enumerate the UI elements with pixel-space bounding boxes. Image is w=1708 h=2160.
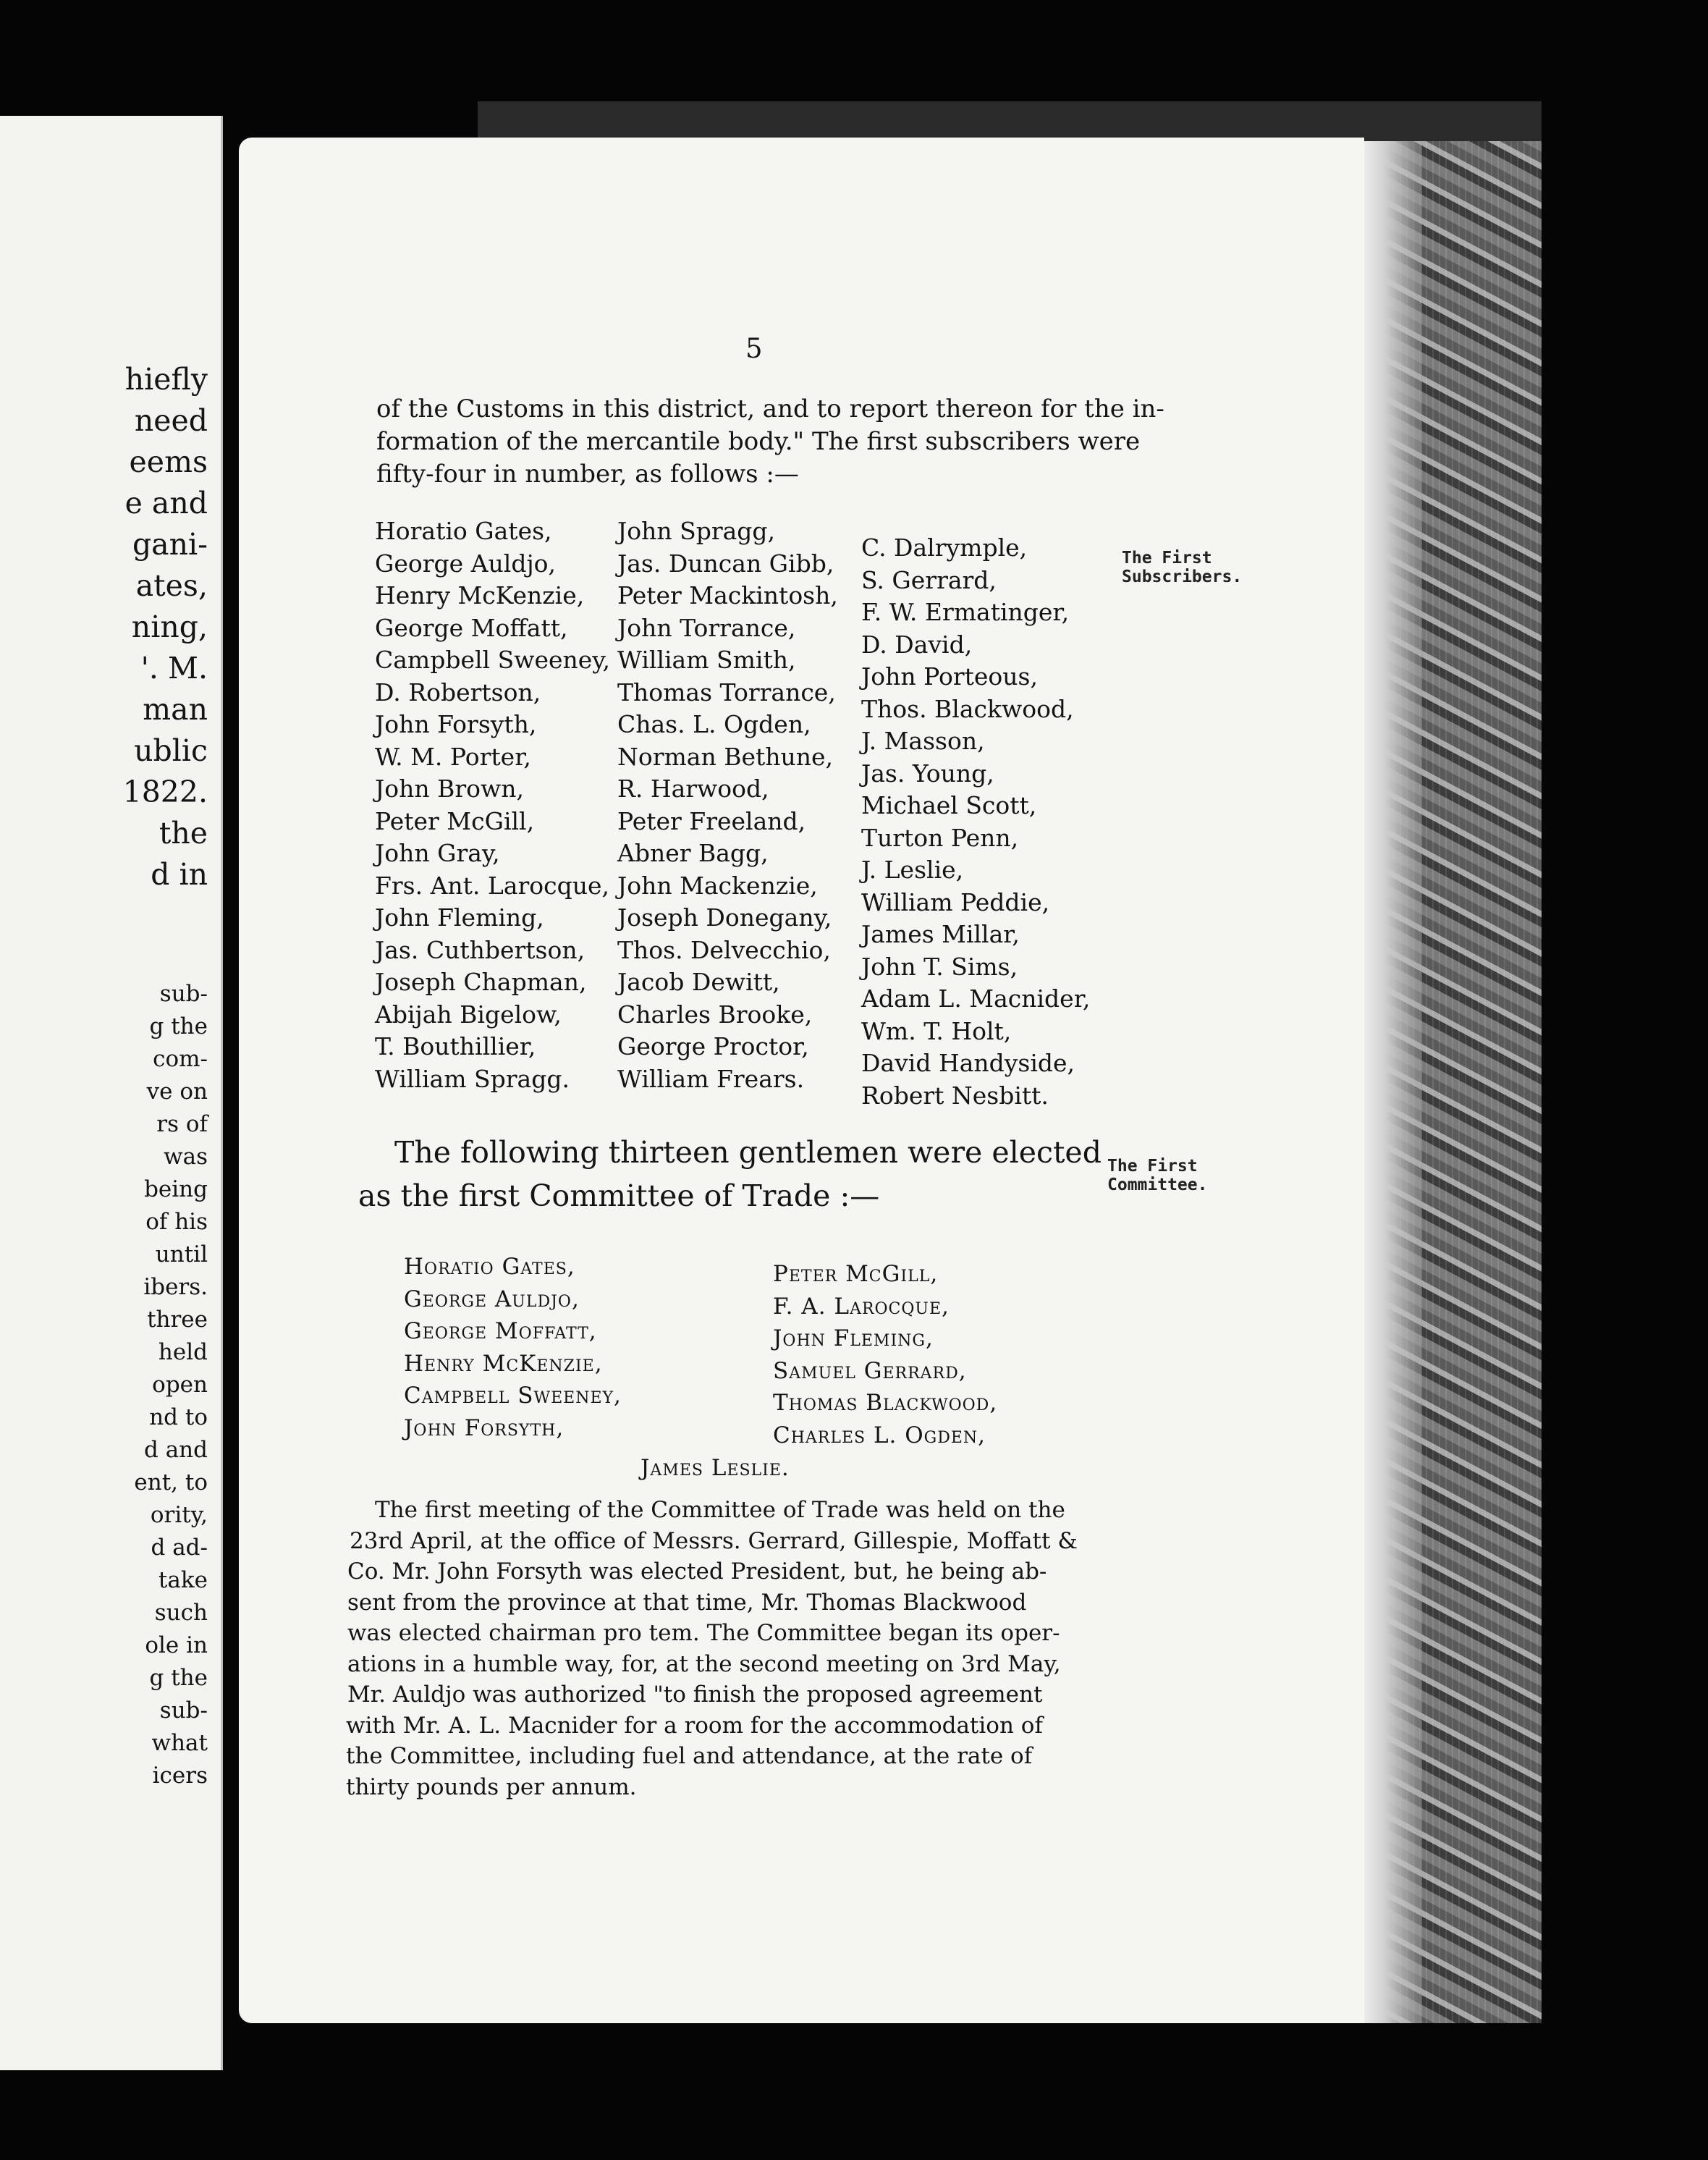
left-page-line: ibers. — [143, 1274, 208, 1300]
committee-column-2 — [773, 1258, 997, 1451]
left-page-line: sub- — [159, 1697, 208, 1724]
left-page-line: until — [155, 1241, 208, 1267]
left-page-line: g the — [149, 1665, 208, 1691]
left-page-line: ole in — [145, 1632, 208, 1658]
subscriber-name: Peter McGill, — [375, 806, 535, 835]
subscriber-name: Frs. Ant. Larocque, — [375, 871, 610, 900]
subscriber-name: William Smith, — [617, 646, 796, 674]
left-page-line: man — [143, 692, 208, 727]
committee-member: Charles L. Ogden, — [773, 1422, 986, 1448]
subscriber-name: William Spragg. — [375, 1064, 570, 1093]
committee-member: Samuel Gerrard, — [773, 1357, 967, 1384]
paragraph-line: with Mr. A. L. Macnider for a room for the accommodation of — [346, 1712, 1043, 1739]
subscriber-name: J. Masson, — [861, 727, 985, 755]
subscriber-name: Henry McKenzie, — [375, 581, 585, 609]
subscriber-name: Peter Freeland, — [617, 806, 806, 835]
subscriber-name: Thomas Torrance, — [617, 678, 836, 706]
intro-line: formation of the mercantile body." The first subscribers were — [376, 427, 1141, 456]
subscriber-name: John Porteous, — [861, 662, 1038, 691]
subscribers-column-1 — [375, 515, 610, 1095]
left-page-line: 1822. — [122, 775, 208, 809]
subscriber-name: Abner Bagg, — [617, 839, 769, 867]
subscriber-name: George Moffatt, — [375, 613, 568, 642]
committee-column-1 — [404, 1251, 622, 1444]
left-page-line: gani- — [132, 527, 208, 562]
subscriber-name: Abijah Bigelow, — [375, 1000, 562, 1029]
left-page-line: three — [147, 1307, 208, 1333]
subscriber-name: James Millar, — [861, 920, 1020, 948]
margin-note-subscribers: The First Subscribers. — [1122, 549, 1243, 586]
left-page-fragment — [0, 116, 223, 2070]
paragraph-line: the Committee, including fuel and attendance, at the rate of — [346, 1743, 1033, 1769]
committee-member: John Fleming, — [773, 1325, 934, 1351]
committee-member: Horatio Gates, — [404, 1254, 575, 1280]
paragraph-line: was elected chairman pro tem. The Committee began its oper- — [347, 1620, 1060, 1646]
subscriber-name: F. W. Ermatinger, — [861, 598, 1070, 626]
left-page-line: '. M. — [140, 651, 208, 685]
subscriber-name: William Frears. — [617, 1064, 805, 1093]
committee-heading-line: as the first Committee of Trade :— — [358, 1178, 880, 1213]
subscriber-name: W. M. Porter, — [375, 742, 531, 771]
left-page-line: hiefly — [124, 362, 208, 397]
committee-member: F. A. Larocque, — [773, 1293, 950, 1320]
left-page-line: rs of — [156, 1111, 208, 1137]
page-number: 5 — [745, 333, 763, 364]
subscribers-column-2 — [617, 515, 838, 1095]
subscriber-name: George Proctor, — [617, 1032, 809, 1060]
subscriber-name: William Peddie, — [861, 887, 1050, 916]
subscriber-name: Robert Nesbitt. — [861, 1081, 1049, 1110]
subscriber-name: D. David, — [861, 630, 973, 659]
paragraph-line: ations in a humble way, for, at the second meeting on 3rd May, — [347, 1650, 1061, 1677]
committee-member: Thomas Blackwood, — [773, 1390, 998, 1416]
subscriber-name: George Auldjo, — [375, 549, 557, 578]
subscriber-name: John Spragg, — [617, 517, 776, 545]
subscriber-name: Thos. Delvecchio, — [617, 935, 831, 964]
left-page-line: d ad- — [151, 1535, 208, 1561]
committee-member: Henry McKenzie, — [404, 1350, 603, 1377]
left-page-line: ates, — [135, 568, 208, 603]
committee-member: Peter McGill, — [773, 1261, 939, 1287]
subscriber-name: Joseph Chapman, — [375, 968, 587, 996]
left-page-line: com- — [153, 1046, 208, 1072]
subscriber-name: C. Dalrymple, — [861, 533, 1028, 562]
committee-final-member: James Leslie. — [640, 1455, 790, 1481]
intro-line: of the Customs in this district, and to report thereon for the in- — [376, 395, 1164, 423]
subscriber-name: R. Harwood, — [617, 775, 769, 803]
left-page-line: ve on — [146, 1079, 208, 1105]
paragraph-line: 23rd April, at the office of Messrs. Gerrard, Gillespie, Moffatt & — [350, 1527, 1078, 1554]
intro-line: fifty-four in number, as follows :— — [376, 460, 799, 489]
subscriber-name: Charles Brooke, — [617, 1000, 813, 1029]
margin-note-committee: The First Committee. — [1107, 1157, 1208, 1194]
left-page-line: such — [154, 1600, 208, 1626]
subscriber-name: S. Gerrard, — [861, 565, 997, 594]
subscriber-name: Adam L. Macnider, — [861, 984, 1091, 1013]
left-page-line: e and — [124, 486, 208, 520]
subscriber-name: J. Leslie, — [861, 856, 964, 884]
committee-heading-line: The following thirteen gentlemen were elected — [394, 1135, 1102, 1170]
left-page-line: ning, — [131, 609, 208, 644]
subscriber-name: John Torrance, — [617, 613, 796, 642]
subscriber-name: T. Bouthillier, — [375, 1032, 536, 1060]
subscriber-name: Thos. Blackwood, — [861, 694, 1074, 723]
left-page-line: the — [158, 816, 208, 851]
committee-member: George Moffatt, — [404, 1318, 597, 1344]
left-page-line: being — [144, 1176, 208, 1202]
committee-member: George Auldjo, — [404, 1286, 580, 1312]
left-page-line: take — [158, 1567, 208, 1593]
paragraph-line: sent from the province at that time, Mr. Thomas Blackwood — [347, 1589, 1027, 1616]
fore-edge-highlight — [1361, 141, 1422, 2023]
left-page-line: d and — [144, 1437, 208, 1463]
left-page-line: ority, — [150, 1502, 208, 1528]
left-page-line: of his — [145, 1209, 208, 1235]
left-page-line: eems — [129, 444, 208, 479]
left-page-line: sub- — [159, 981, 208, 1007]
left-page-line: was — [164, 1144, 208, 1170]
subscriber-name: John Mackenzie, — [617, 871, 818, 900]
left-page-line: open — [152, 1372, 208, 1398]
left-page-line: need — [134, 403, 208, 438]
subscriber-name: Horatio Gates, — [375, 517, 552, 545]
subscriber-name: Jas. Duncan Gibb, — [617, 549, 834, 578]
subscriber-name: Chas. L. Ogden, — [617, 710, 811, 738]
subscriber-name: D. Robertson, — [375, 678, 541, 706]
committee-member: Campbell Sweeney, — [404, 1383, 622, 1409]
subscriber-name: Michael Scott, — [861, 791, 1037, 819]
subscriber-name: John Forsyth, — [375, 710, 537, 738]
subscribers-column-3 — [861, 532, 1090, 1112]
subscriber-name: Jas. Young, — [861, 759, 994, 788]
subscriber-name: David Handyside, — [861, 1049, 1075, 1077]
subscriber-name: Norman Bethune, — [617, 742, 834, 771]
left-page-line: icers — [152, 1763, 208, 1789]
subscriber-name: Peter Mackintosh, — [617, 581, 838, 609]
subscriber-name: Jas. Cuthbertson, — [375, 935, 585, 964]
paragraph-line: Co. Mr. John Forsyth was elected President, but, he being ab- — [347, 1558, 1047, 1585]
committee-member: John Forsyth, — [404, 1414, 565, 1441]
left-page-line: ublic — [134, 733, 208, 768]
paragraph-line: The first meeting of the Committee of Trade was held on the — [375, 1497, 1065, 1523]
left-page-line: nd to — [149, 1404, 208, 1430]
left-page-line: held — [158, 1339, 208, 1365]
subscriber-name: Wm. T. Holt, — [861, 1016, 1012, 1045]
subscriber-name: Joseph Donegany, — [617, 903, 832, 932]
subscriber-name: Jacob Dewitt, — [617, 968, 780, 996]
left-page-line: what — [151, 1730, 208, 1756]
left-page-line: d in — [151, 857, 208, 892]
left-page-line: g the — [149, 1013, 208, 1039]
subscriber-name: John Gray, — [375, 839, 500, 867]
subscriber-name: Campbell Sweeney, — [375, 646, 611, 674]
paragraph-line: Mr. Auldjo was authorized "to finish the proposed agreement — [347, 1682, 1043, 1708]
subscriber-name: John Fleming, — [375, 903, 544, 932]
paragraph-line: thirty pounds per annum. — [346, 1773, 637, 1800]
subscriber-name: John Brown, — [375, 775, 524, 803]
subscriber-name: Turton Penn, — [861, 823, 1019, 852]
left-page-line: ent, to — [134, 1469, 208, 1495]
subscriber-name: John T. Sims, — [861, 952, 1018, 981]
